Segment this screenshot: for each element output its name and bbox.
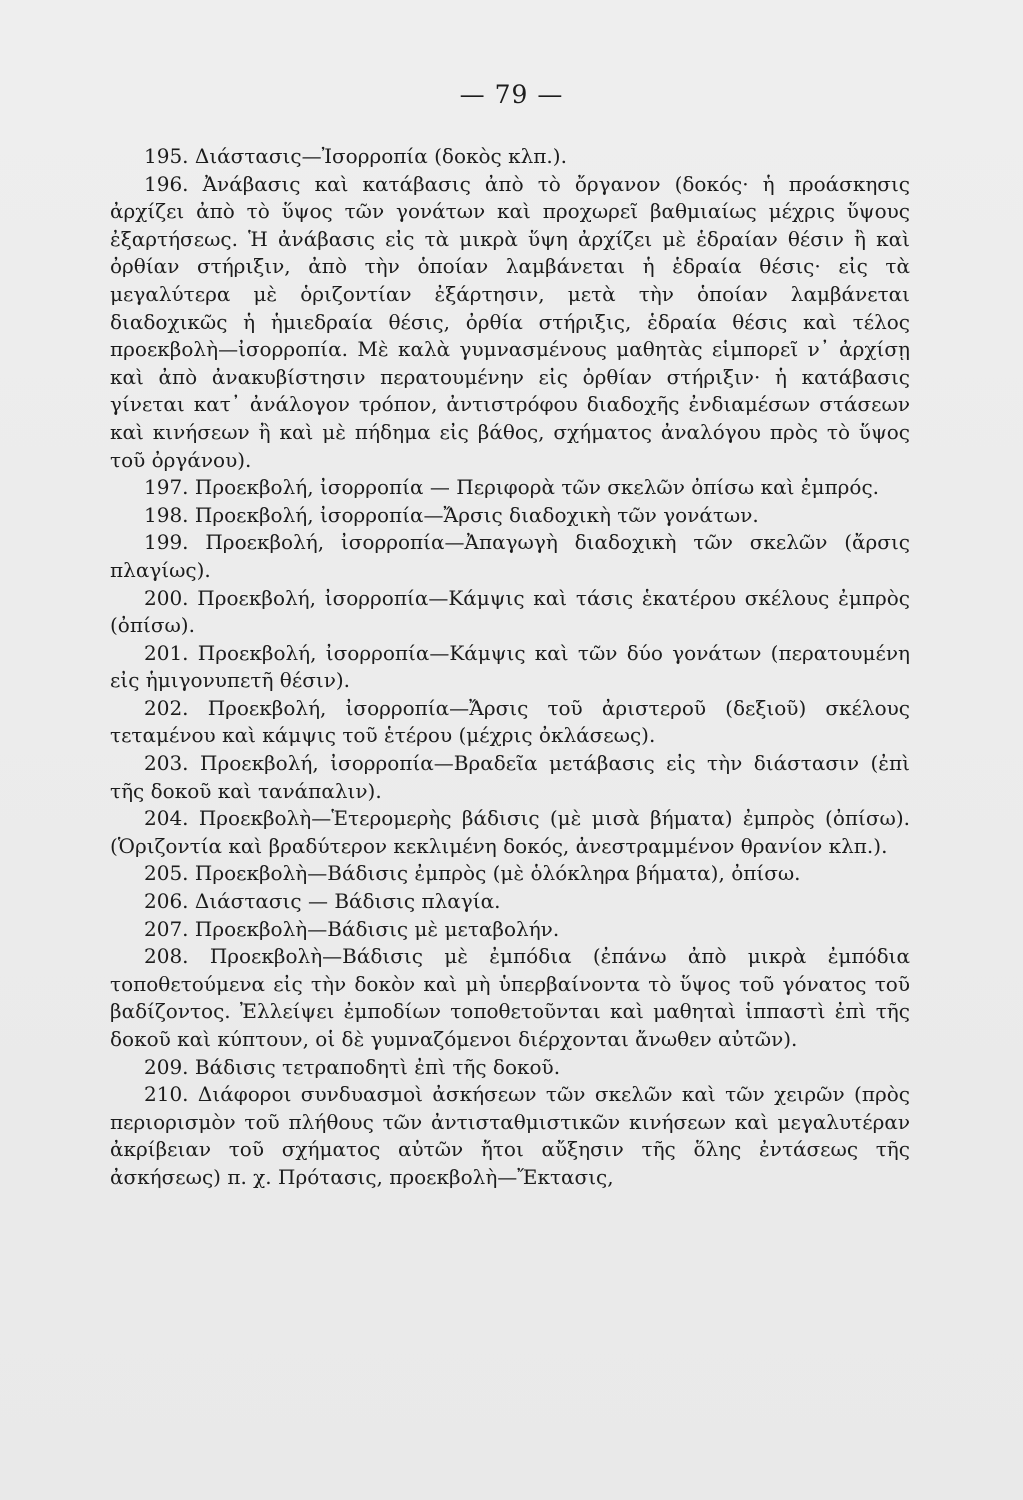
entry-206: 206. Διάστασις — Βάδισις πλαγία. bbox=[144, 889, 501, 914]
entry-196: 196. Ἀνάβασις καὶ κατάβασις ἀπὸ τὸ ὄργανον (δοκός· ἡ προάσκησις ἀρχίζει ἀπὸ τὸ ὕψος τῶν γονάτων καὶ προχωρεῖ βαθμιαίως μέχρις ὕψους ἐξαρτήσεως. Ἡ ἀνάβασις εἰς τὰ μικρὰ ὕψη ἀρχίζει μὲ ἑδραίαν θέσιν ἢ καὶ ὀρθίαν στήριξιν, ἀπὸ τὴν ὁποίαν λαμβάνεται ἡ ἑδραία θέσις· εἰς τὰ μεγαλύτερα μὲ ὁριζοντίαν ἐξάρτησιν, μετὰ τὴν ὁποίαν λαμβάνεται διαδοχικῶς ἡ ἡμιεδραία θέσις, ὀρθία στήριξις, ἑδραία θέσις καὶ τέλος προεκβολὴ—ἰσορροπία. Μὲ καλὰ γυμνασμένους μαθητὰς εἱμπορεῖ ν᾽ ἀρχίσῃ καὶ ἀπὸ ἀνακυβίστησιν περατουμένην εἰς ὀρθίαν στήριξιν· ἡ κατάβασις γίνεται κατ᾽ ἀνάλογον τρόπον, ἀντιστρόφου διαδοχῆς ἐνδιαμέσων στάσεων καὶ κινήσεων ἢ καὶ μὲ πήδημα εἰς βάθος, σχήματος ἀναλόγου πρὸς τὸ ὕψος τοῦ ὀργάνου). bbox=[110, 171, 910, 472]
body-text bbox=[110, 143, 910, 1192]
entry-201: 201. Προεκβολή, ἰσορροπία—Κάμψις καὶ τῶν δύο γονάτων (περατουμένη εἰς ἡμιγονυπετῆ θέσιν). bbox=[110, 640, 910, 693]
entry-208: 208. Προεκβολὴ—Βάδισις μὲ ἐμπόδια (ἐπάνω ἀπὸ μικρὰ ἐμπόδια τοποθετούμενα εἰς τὴν δοκὸν καὶ μὴ ὑπερβαίνοντα τὸ ὕψος τοῦ γόνατος τοῦ βαδίζοντος. Ἐλλείψει ἐμποδίων τοποθετοῦνται καὶ μαθηταὶ ἱππαστὶ ἐπὶ τῆς δοκοῦ καὶ κύπτουν, οἱ δὲ γυμναζόμενοι διέρχονται ἄνωθεν αὐτῶν). bbox=[110, 944, 910, 1051]
entry-199: 199. Προεκβολή, ἰσορροπία—Ἀπαγωγὴ διαδοχικὴ τῶν σκελῶν (ἄρσις πλαγίως). bbox=[110, 530, 910, 582]
entry-198: 198. Προεκβολή, ἰσορροπία—Ἄρσις διαδοχικὴ τῶν γονάτων. bbox=[144, 502, 759, 527]
entry-200: 200. Προεκβολή, ἰσορροπία—Κάμψις καὶ τάσις ἑκατέρου σκέλους ἐμπρὸς (ὀπίσω). bbox=[110, 585, 910, 638]
entry-195: 195. Διάστασις—Ἰσορροπία (δοκὸς κλπ.). bbox=[144, 144, 567, 168]
entry-210: 210. Διάφοροι συνδυασμοὶ ἀσκήσεων τῶν σκελῶν καὶ τῶν χειρῶν (πρὸς περιορισμὸν τοῦ πλήθους τῶν ἀντισταθμιστικῶν κινήσεων καὶ μεγαλυτέραν ἀκρίβειαν τοῦ σχήματος αὐτῶν ἤτοι αὔξησιν τῆς ὅλης ἐντάσεως τῆς ἀσκήσεως) π. χ. Πρότασις, προεκβολὴ—Ἔκτασις, bbox=[110, 1082, 910, 1189]
entry-207: 207. Προεκβολὴ—Βάδισις μὲ μεταβολήν. bbox=[144, 916, 560, 941]
entry-204: 204. Προεκβολὴ—Ἑτερομερὴς βάδισις (μὲ μισὰ βήματα) ἐμπρὸς (ὀπίσω). (Ὁριζοντία καὶ βραδύτερον κεκλιμένη δοκός, ἀνεστραμμένον θρανίον κλπ.). bbox=[110, 806, 910, 858]
entry-209: 209. Βάδισις τετραποδητὶ ἐπὶ τῆς δοκοῦ. bbox=[144, 1054, 561, 1079]
entry-197: 197. Προεκβολή, ἰσορροπία — Περιφορὰ τῶν σκελῶν ὀπίσω καὶ ἐμπρός. bbox=[144, 475, 880, 500]
entry-203: 203. Προεκβολή, ἰσορροπία—Βραδεῖα μετάβασις εἰς τὴν διάστασιν (ἐπὶ τῆς δοκοῦ καὶ τανάπαλιν). bbox=[110, 751, 910, 803]
page-number: — 79 — bbox=[459, 80, 564, 109]
entry-202: 202. Προεκβολή, ἰσορροπία—Ἄρσις τοῦ ἀριστεροῦ (δεξιοῦ) σκέλους τεταμένου καὶ κάμψις τοῦ ἑτέρου (μέχρις ὀκλάσεως). bbox=[110, 695, 910, 748]
entry-205: 205. Προεκβολὴ—Βάδισις ἐμπρὸς (μὲ ὁλόκληρα βήματα), ὀπίσω. bbox=[144, 861, 801, 886]
